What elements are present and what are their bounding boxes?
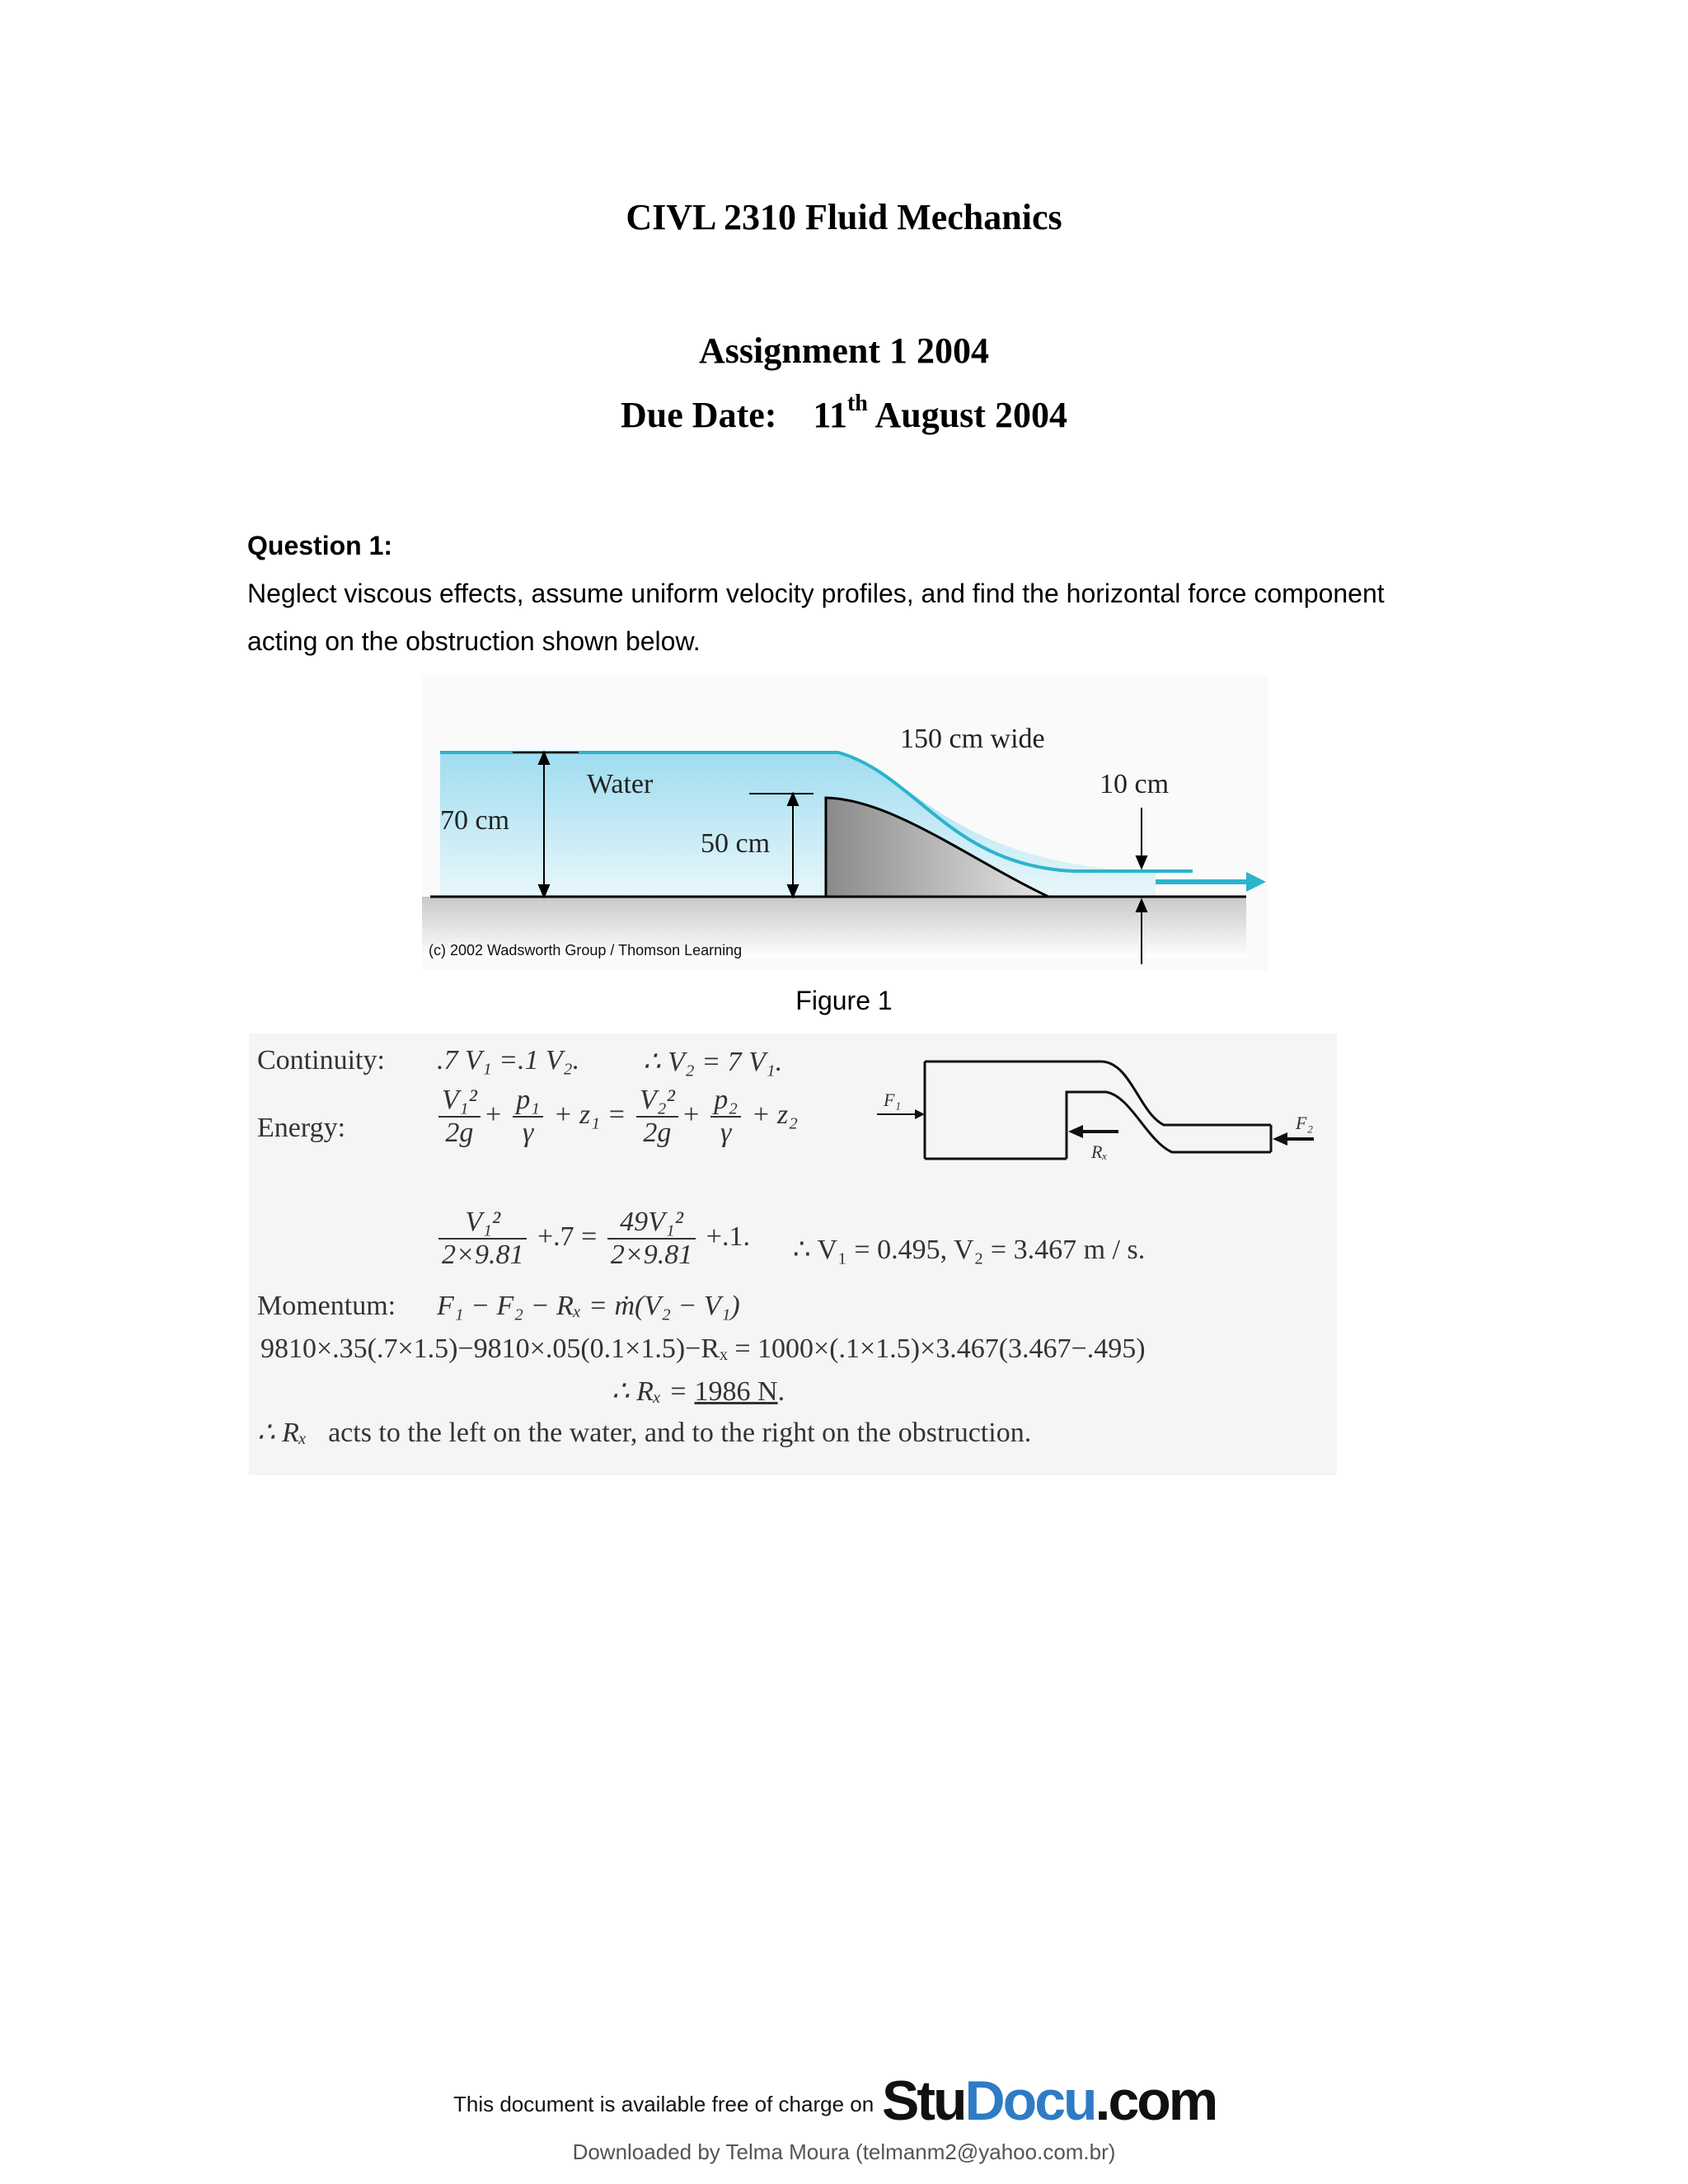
fbd-rx-label: Rₓ	[1091, 1141, 1108, 1162]
result-value: 1986 N	[694, 1376, 778, 1407]
free-body-diagram	[859, 1047, 1320, 1162]
footer-availability-text: This document is available free of charge on	[453, 2092, 874, 2116]
label-width: 150 cm wide	[900, 724, 1045, 754]
figure-caption: Figure 1	[795, 986, 893, 1015]
due-date-suffix: th	[846, 391, 868, 417]
downloaded-by-text: Downloaded by Telma Moura (telmanm2@yahoo.com.br)	[572, 2139, 1116, 2164]
logo-part-2: Docu	[964, 2069, 1095, 2132]
studocu-logo[interactable]	[882, 2069, 1216, 2133]
energy-term4-num: p₂	[710, 1085, 741, 1118]
due-date	[0, 391, 1688, 436]
continuity-equation: .7 V₁ =.1 V₂.	[437, 1045, 580, 1076]
label-water: Water	[587, 769, 654, 799]
subst-term1-den: 2×9.81	[442, 1240, 524, 1270]
conclusion-line	[257, 1416, 1031, 1449]
subst-term2-num: 49V₁²	[607, 1207, 696, 1240]
due-date-month-year: August 2004	[874, 395, 1067, 435]
energy-z1: + z₁ =	[553, 1099, 626, 1130]
subst-end: +.1.	[706, 1221, 750, 1252]
due-date-day: 11	[813, 395, 847, 435]
energy-term1-num: V₁²	[438, 1085, 481, 1118]
solution-block	[249, 1033, 1337, 1475]
conclusion-text: acts to the left on the water, and to the right on the obstruction.	[328, 1418, 1032, 1448]
fbd-f2-arrow	[1273, 1132, 1314, 1146]
label-50cm: 50 cm	[701, 828, 771, 859]
subst-term2-den: 2×9.81	[610, 1240, 693, 1270]
continuity-label: Continuity:	[257, 1045, 385, 1076]
energy-equation: $\frac{\text{V₁²}}{2g}$ + $\frac{\text{p₁}}{\gamma}$ + z₁ = $\frac{\text{V₂²}}{2g}$ + $\frac{\text{p₂}}{\gamma}$ + z₂	[435, 1085, 798, 1149]
fbd-f2-label: F₂	[1296, 1113, 1314, 1133]
result-end: .	[777, 1376, 785, 1407]
course-title: CIVL 2310 Fluid Mechanics	[626, 197, 1062, 237]
subst-term1-num: V₁²	[438, 1207, 527, 1240]
question-text-line-2: acting on the obstruction shown below.	[247, 626, 701, 656]
energy-term3-num: V₂²	[636, 1085, 678, 1118]
result-prefix: ∴ Rₓ =	[612, 1376, 688, 1407]
velocity-result: ∴ V₁ = 0.495, V₂ = 3.467 m / s.	[793, 1235, 1146, 1265]
fbd-f1-label: F₁	[884, 1090, 902, 1110]
numeric-equation: 9810×.35(.7×1.5)−9810×.05(0.1×1.5)−Rₓ = 1000×(.1×1.5)×3.467(3.467−.495)	[260, 1333, 1146, 1364]
conclusion-symbol: ∴ Rₓ	[257, 1418, 307, 1448]
energy-term2-den: γ	[522, 1118, 534, 1148]
label-70cm: 70 cm	[440, 805, 510, 836]
subst-middle: +.7 =	[537, 1221, 598, 1252]
label-10cm: 10 cm	[1100, 769, 1170, 799]
momentum-label: Momentum:	[257, 1291, 396, 1321]
substitution-equation	[435, 1207, 750, 1271]
fbd-f1-arrow	[877, 1109, 925, 1119]
fbd-rx-arrow	[1068, 1125, 1118, 1138]
question-heading: Question 1:	[247, 531, 393, 560]
figure-copyright: (c) 2002 Wadsworth Group / Thomson Learning	[429, 942, 743, 958]
logo-part-1: Stu	[882, 2069, 965, 2132]
assignment-title: Assignment 1 2004	[698, 330, 990, 371]
energy-term2-num: p₁	[513, 1085, 543, 1118]
continuity-result: ∴ V₂ = 7 V₁.	[643, 1047, 783, 1077]
momentum-equation: F₁ − F₂ − Rₓ = ṁ(V₂ − V₁)	[437, 1291, 740, 1321]
energy-term3-den: 2g	[643, 1118, 672, 1148]
energy-z2: + z₂	[751, 1099, 799, 1130]
result-line	[612, 1375, 785, 1408]
energy-term1-den: 2g	[445, 1118, 474, 1148]
logo-part-3: .com	[1095, 2069, 1217, 2132]
figure-1-diagram	[422, 676, 1268, 971]
energy-label: Energy:	[257, 1113, 346, 1143]
question-text-line-1: Neglect viscous effects, assume uniform velocity profiles, and find the horizontal force component	[247, 579, 1385, 608]
due-date-label: Due Date:	[621, 395, 777, 435]
energy-term4-den: γ	[720, 1118, 732, 1148]
